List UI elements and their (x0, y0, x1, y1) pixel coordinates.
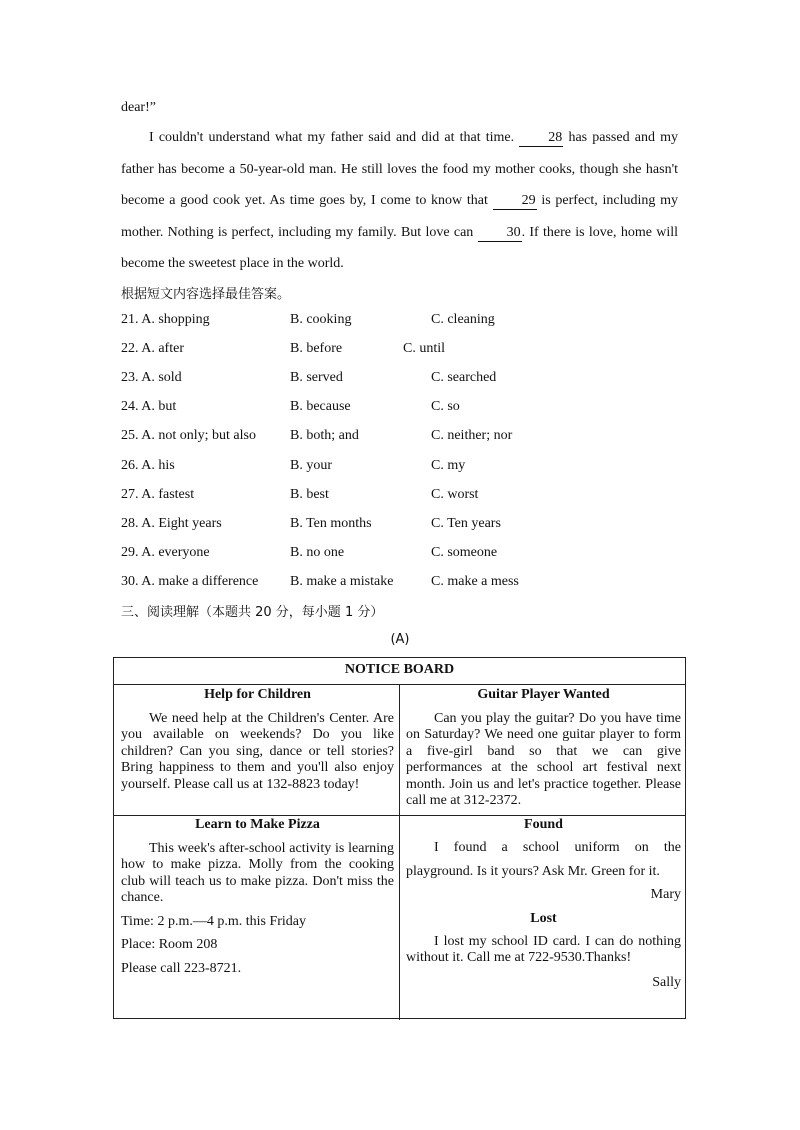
notice-body: This week's after-school activity is learning how to make pizza. Molly from the cooking club will teach us to make pizza. Don't miss the chance. (121, 840, 394, 905)
notice-body: I found a school uniform on the playground. Is it yours? Ask Mr. Green for it. (406, 839, 681, 879)
option-a: 26. A. his (121, 458, 175, 473)
notice-board-title: NOTICE BOARD (114, 658, 685, 685)
passage-text: is perfect, including my mother. Nothing is perfect, including my family. But love can (121, 193, 678, 240)
notice-title: Help for Children (204, 687, 311, 702)
notice-guitar-player-wanted (406, 687, 681, 810)
option-b: B. best (290, 487, 329, 502)
section-title: 三、阅读理解（本题共 20 分，每小题 1 分） (121, 605, 384, 620)
notice-phone: Please call 223-8721. (121, 960, 242, 976)
subsection-label: (A) (390, 632, 410, 647)
divider (399, 816, 400, 1020)
notice-title: Lost (530, 911, 557, 926)
notice-body: Can you play the guitar? Do you have time on Saturday? We need one guitar player to form a five-girl band so that we can give performances at the school art festival next month. Join us and let's practice together. Please call me at 312-2372. (406, 710, 681, 808)
notice-title: Found (524, 817, 563, 832)
option-c: C. worst (431, 487, 479, 502)
notice-signer: Sally (652, 974, 681, 990)
notice-place: Place: Room 208 (121, 937, 218, 952)
instruction: 根据短文内容选择最佳答案。 (121, 287, 291, 302)
option-a: 28. A. Eight years (121, 516, 222, 531)
blank-29: 29 (493, 193, 537, 210)
notice-signer: Mary (650, 886, 681, 902)
option-b: B. before (290, 341, 343, 356)
option-b: B. both; and (290, 428, 359, 443)
option-b: B. cooking (290, 312, 352, 327)
option-a: 25. A. not only; but also (121, 428, 256, 443)
option-c: C. so (431, 399, 460, 414)
blank-28: 28 (519, 130, 563, 147)
notice-learn-to-make-pizza (121, 817, 394, 977)
option-a: 21. A. shopping (121, 312, 210, 327)
passage-text: has passed and my father has become a 50-year-old man. He still loves the food my mother cooks, though she hasn't become a good cook yet. As time goes by, I come to know that (121, 130, 678, 208)
passage-text: I couldn't understand what my father said and did at that time. (149, 130, 520, 145)
option-b: B. your (290, 458, 332, 473)
option-c: C. make a mess (431, 574, 519, 589)
option-c: C. cleaning (431, 312, 495, 327)
option-b: B. because (290, 399, 351, 414)
notice-title: Guitar Player Wanted (477, 687, 610, 702)
option-c: C. until (403, 341, 446, 356)
option-a: 22. A. after (121, 341, 184, 356)
option-c: C. neither; nor (431, 428, 513, 443)
option-b: B. no one (290, 545, 345, 560)
option-c: C. Ten years (431, 516, 501, 531)
passage-line: dear!” (121, 100, 156, 115)
option-b: B. Ten months (290, 516, 372, 531)
option-a: 24. A. but (121, 399, 177, 414)
divider (399, 684, 400, 815)
notice-board (113, 657, 686, 1019)
option-a: 29. A. everyone (121, 545, 210, 560)
notice-time: Time: 2 p.m.—4 p.m. this Friday (121, 913, 307, 929)
notice-body: We need help at the Children's Center. Are you available on weekends? Do you like children? Can you sing, dance or tell stories? Bring happiness to them and you'll also enjoy yourself. Please call us at 132-8823 today! (121, 710, 394, 792)
option-a: 23. A. sold (121, 370, 182, 385)
option-a: 27. A. fastest (121, 487, 195, 502)
option-c: C. my (431, 458, 466, 473)
blank-30: 30 (478, 225, 522, 242)
option-b: B. make a mistake (290, 574, 394, 589)
option-b: B. served (290, 370, 343, 385)
option-a: 30. A. make a difference (121, 574, 259, 589)
option-c: C. someone (431, 545, 498, 560)
notice-help-for-children (121, 687, 394, 793)
notice-found-and-lost (406, 817, 681, 991)
notice-title: Learn to Make Pizza (195, 817, 320, 832)
notice-body: I lost my school ID card. I can do nothing without it. Call me at 722-9530.Thanks! (406, 933, 681, 965)
passage-paragraph (121, 122, 678, 280)
option-c: C. searched (431, 370, 497, 385)
passage-text: . If there is love, home will become the sweetest place in the world. (121, 224, 678, 271)
